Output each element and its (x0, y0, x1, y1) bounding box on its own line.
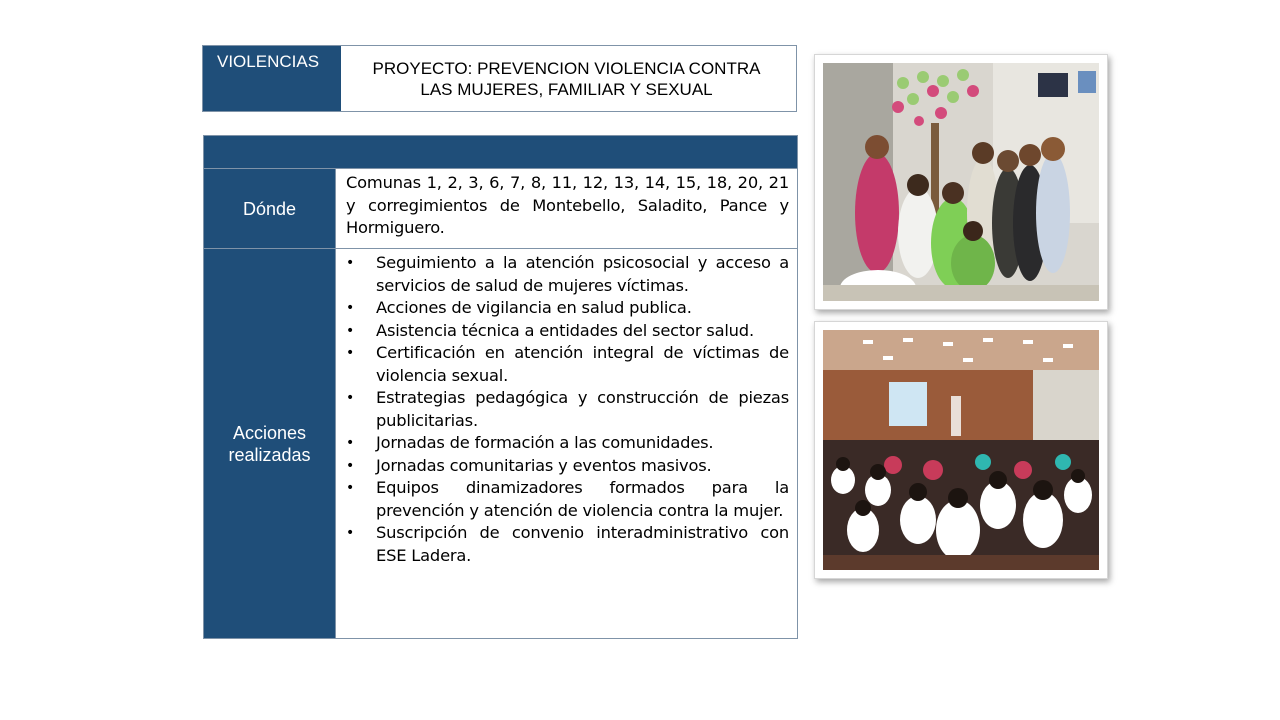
list-item: • Suscripción de convenio interadministrativo con ESE Ladera. (346, 522, 789, 567)
list-item: • Asistencia técnica a entidades del sector salud. (346, 320, 789, 343)
category-label: VIOLENCIAS (203, 46, 341, 111)
actions-row (204, 249, 798, 639)
actions-list (346, 252, 789, 567)
actions-label-line1: Acciones (232, 422, 307, 443)
actions-label (204, 249, 336, 639)
women-group-picture-icon (823, 63, 1099, 301)
where-row (204, 169, 798, 249)
where-label: Dónde (204, 169, 336, 249)
table-header-band (204, 136, 798, 169)
photo-auditorium (814, 321, 1108, 579)
list-item: • Estrategias pedagógica y construcción de piezas publicitarias. (346, 387, 789, 432)
auditorium-picture-icon (823, 330, 1099, 570)
project-title-line2: LAS MUJERES, FAMILIAR Y SEXUAL (420, 79, 713, 99)
list-item: • Seguimiento a la atención psicosocial y acceso a servicios de salud de mujeres víctimas. (346, 252, 789, 297)
actions-value (336, 249, 798, 639)
photo-auditorium-image (823, 330, 1099, 570)
where-value: Comunas 1, 2, 3, 6, 7, 8, 11, 12, 13, 14, 15, 18, 20, 21 y corregimientos de Montebello, Saladito, Pance y Hormiguero. (336, 169, 798, 249)
list-item: • Jornadas de formación a las comunidades. (346, 432, 789, 455)
list-item: • Jornadas comunitarias y eventos masivos. (346, 455, 789, 478)
photo-women-group (814, 54, 1108, 310)
list-item: • Certificación en atención integral de víctimas de violencia sexual. (346, 342, 789, 387)
actions-label-line2: realizadas (228, 444, 311, 465)
project-title (341, 46, 796, 111)
title-header (202, 45, 797, 112)
project-title-line1: PROYECTO: PREVENCION VIOLENCIA CONTRA (372, 58, 761, 78)
list-item: • Equipos dinamizadores formados para la prevención y atención de violencia contra la mujer. (346, 477, 789, 522)
list-item: • Acciones de vigilancia en salud publica. (346, 297, 789, 320)
project-table (203, 135, 798, 639)
photo-women-group-image (823, 63, 1099, 301)
